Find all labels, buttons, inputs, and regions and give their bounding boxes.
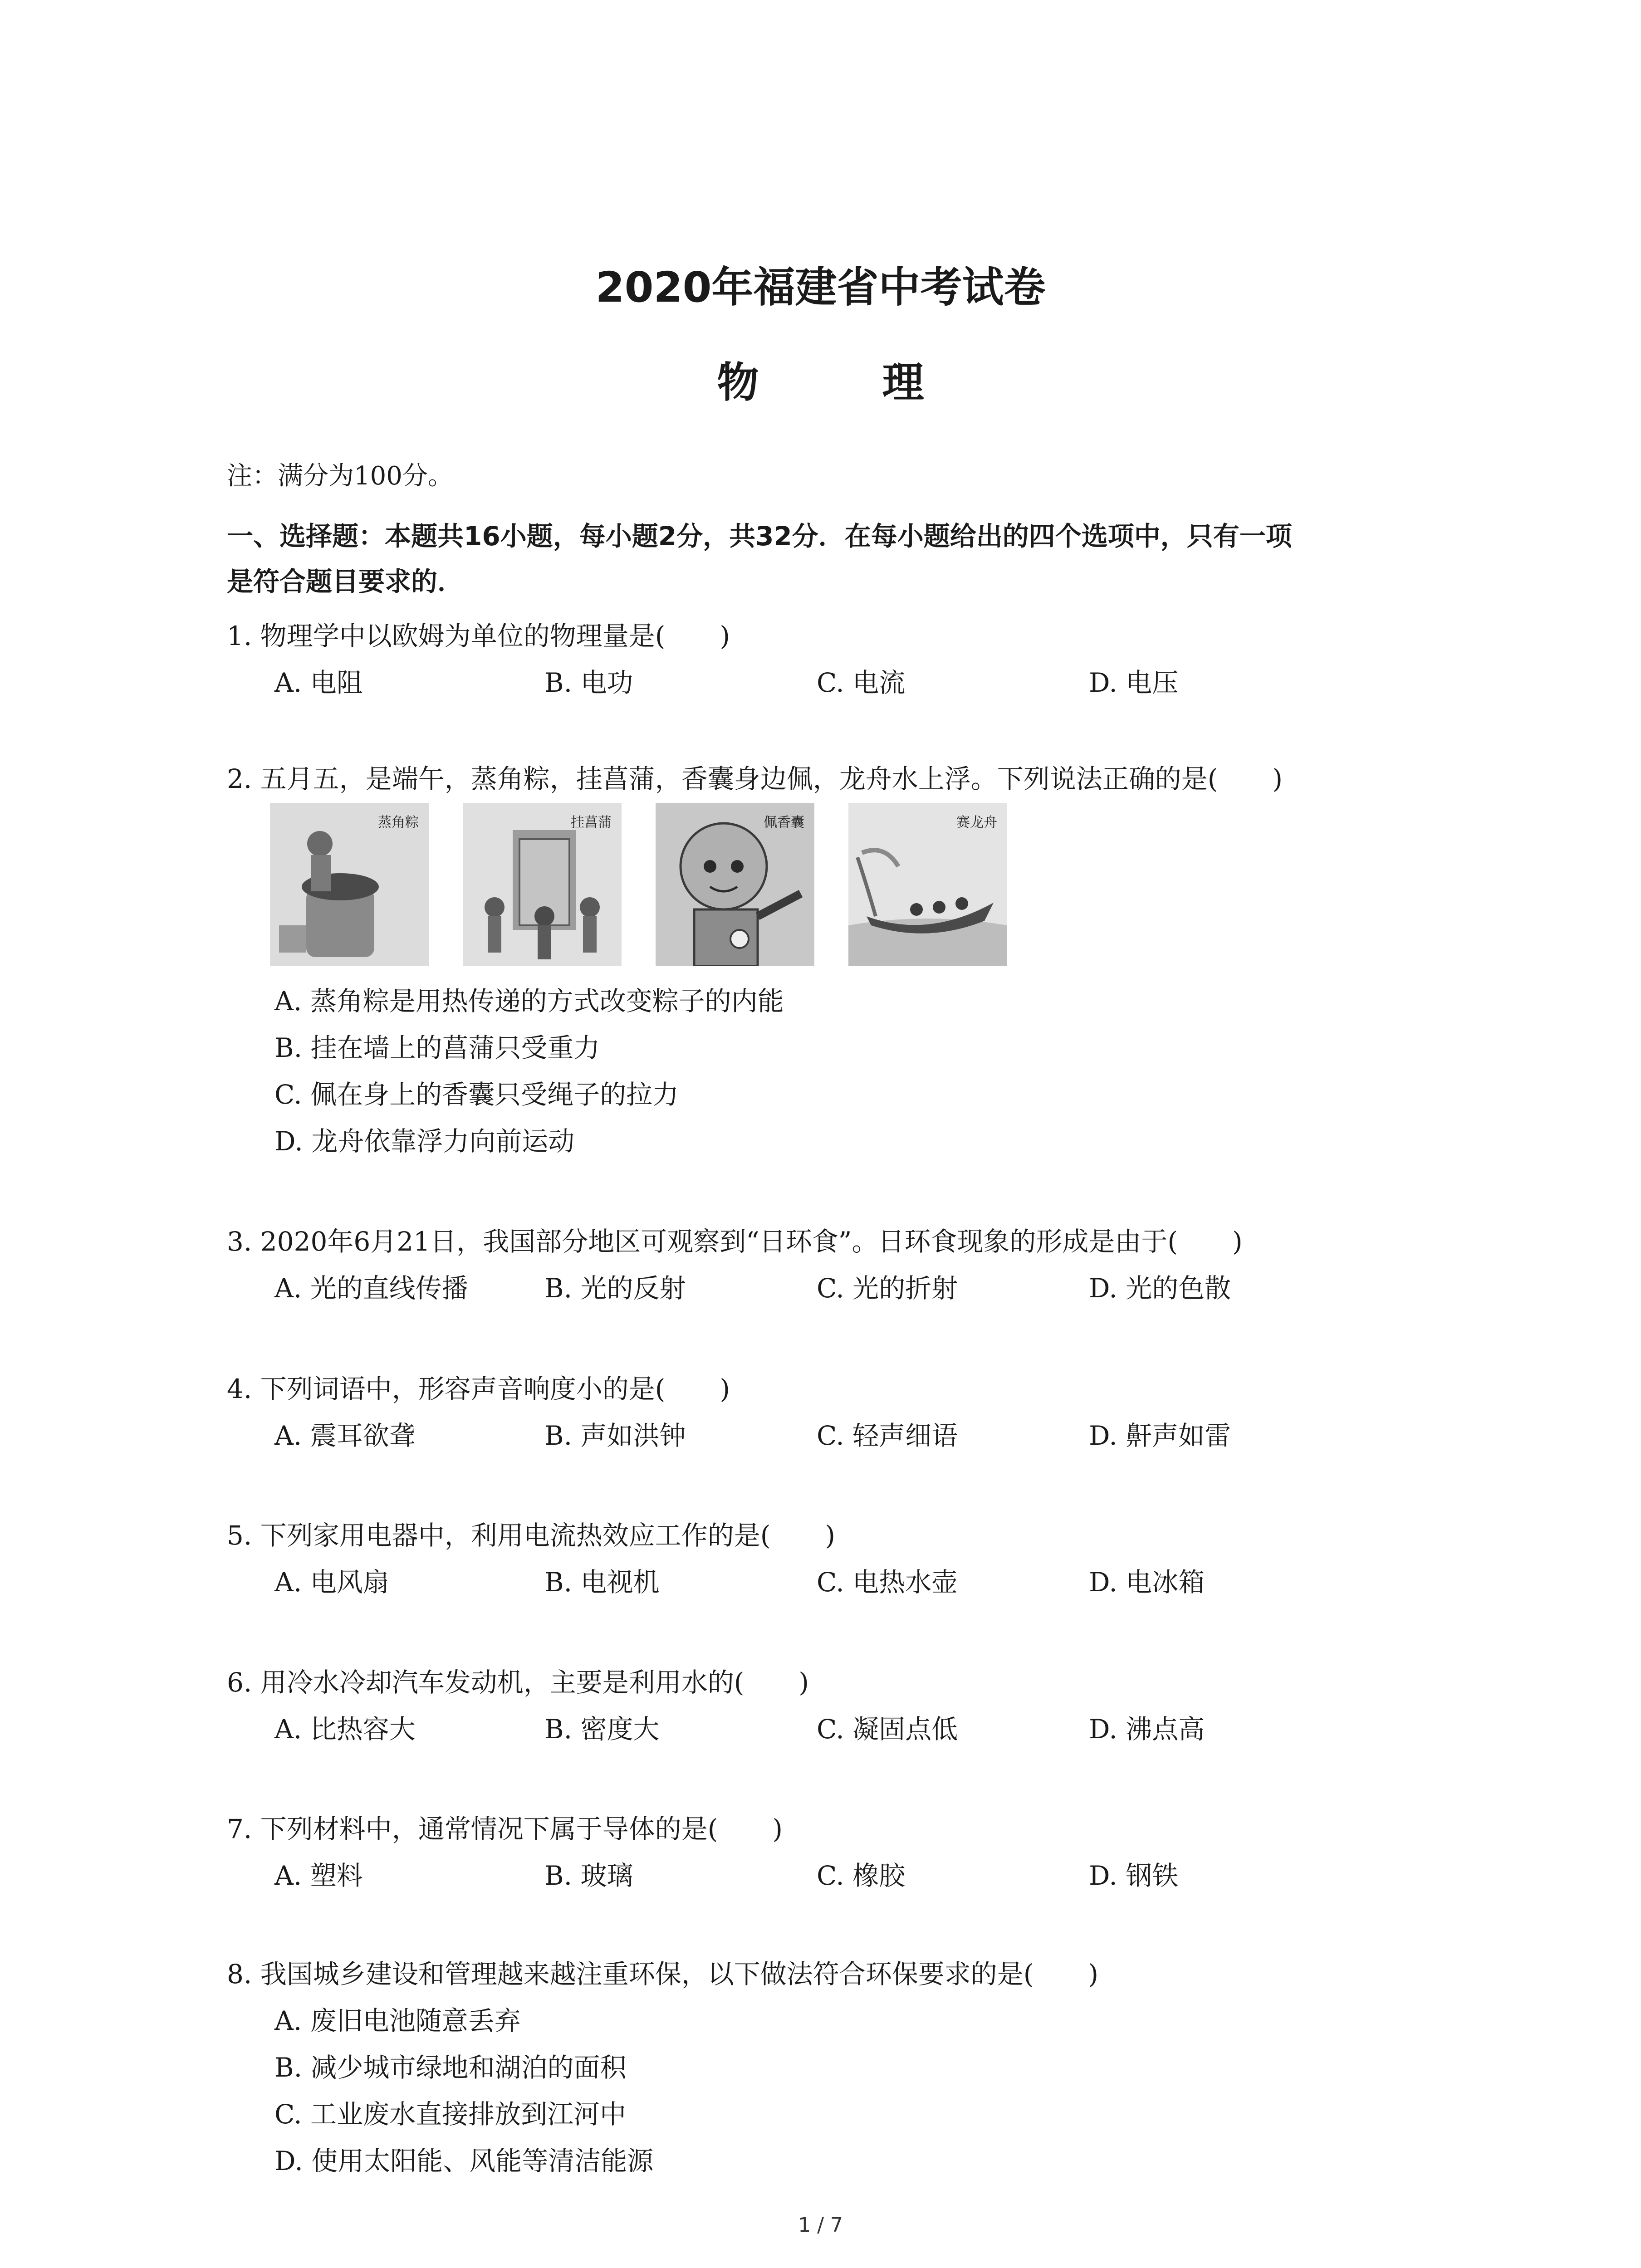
option-a[interactable]: A. 电阻 [274,667,363,698]
option-c[interactable]: C. 光的折射 [817,1273,958,1304]
question-6: 6. 用冷水冷却汽车发动机，主要是利用水的( ) [227,1667,809,1698]
question-stem: 4. 下列词语中，形容声音响度小的是( [227,1374,666,1404]
option-b[interactable]: B. 玻璃 [544,1860,633,1891]
image-steaming-zongzi [270,803,429,966]
option-c[interactable]: C. 电热水壶 [817,1567,958,1598]
option-d[interactable]: D. 光的色散 [1089,1273,1231,1304]
page-title: 2020年福建省中考试卷 [595,263,1046,312]
image-caption: 挂菖蒲 [571,815,612,831]
page-number: 1 / 7 [798,2214,843,2237]
question-8: 8. 我国城乡建设和管理越来越注重环保，以下做法符合环保要求的是( ) [227,1959,1099,1989]
option-c[interactable]: C. 佩在身上的香囊只受绳子的拉力 [274,1079,679,1110]
option-a[interactable]: A. 蒸角粽是用热传递的方式改变粽子的内能 [274,986,784,1017]
subject-title: 物 理 [717,358,979,407]
question-7: 7. 下列材料中，通常情况下属于导体的是( ) [227,1813,783,1844]
option-b[interactable]: B. 电视机 [544,1567,660,1598]
image-wearing-sachet [656,803,814,966]
question-3: 3. 2020年6月21日，我国部分地区可观察到“日环食”。日环食现象的形成是由于( ) [227,1226,1243,1257]
option-b[interactable]: B. 密度大 [544,1714,660,1745]
option-b[interactable]: B. 光的反射 [544,1273,686,1304]
option-c[interactable]: C. 电流 [817,667,906,698]
option-a[interactable]: A. 废旧电池随意丢弃 [274,2005,521,2036]
question-stem: 7. 下列材料中，通常情况下属于导体的是( [227,1813,718,1844]
option-d[interactable]: D. 沸点高 [1089,1714,1205,1745]
option-a[interactable]: A. 塑料 [274,1860,363,1891]
option-d[interactable]: D. 钢铁 [1089,1860,1179,1891]
option-d[interactable]: D. 电压 [1089,667,1179,698]
dragon-boat-festival-images [270,803,1019,966]
section-heading-line1: 一、选择题：本题共16小题，每小题2分，共32分．在每小题给出的四个选项中，只有一项 [227,521,1292,552]
option-a[interactable]: A. 震耳欲聋 [274,1420,416,1451]
question-stem: 2. 五月五，是端午，蒸角粽，挂菖蒲，香囊身边佩，龙舟水上浮。下列说法正确的是( [227,763,1218,794]
question-5: 5. 下列家用电器中，利用电流热效应工作的是( ) [227,1520,836,1551]
option-b[interactable]: B. 电功 [544,667,633,698]
question-4: 4. 下列词语中，形容声音响度小的是( ) [227,1374,730,1404]
option-d[interactable]: D. 鼾声如雷 [1089,1420,1231,1451]
option-a[interactable]: A. 电风扇 [274,1567,389,1598]
question-stem: 6. 用冷水冷却汽车发动机，主要是利用水的( [227,1667,745,1698]
score-note: 注：满分为100分。 [227,461,453,491]
question-stem: 5. 下列家用电器中，利用电流热效应工作的是( [227,1520,771,1551]
question-1: 1. 物理学中以欧姆为单位的物理量是( ) [227,621,730,651]
option-b[interactable]: B. 减少城市绿地和湖泊的面积 [274,2052,627,2083]
image-caption: 佩香囊 [764,815,804,831]
image-caption: 蒸角粽 [378,815,419,831]
option-b[interactable]: B. 声如洪钟 [544,1420,686,1451]
image-caption: 赛龙舟 [956,815,997,831]
option-c[interactable]: C. 轻声细语 [817,1420,958,1451]
option-d[interactable]: D. 使用太阳能、风能等清洁能源 [274,2146,654,2176]
question-stem: 8. 我国城乡建设和管理越来越注重环保，以下做法符合环保要求的是( [227,1959,1034,1989]
option-d[interactable]: D. 龙舟依靠浮力向前运动 [274,1126,575,1157]
section-heading-line2: 是符合题目要求的． [227,566,464,597]
option-c[interactable]: C. 工业废水直接排放到江河中 [274,2099,627,2130]
image-hanging-calamus [463,803,622,966]
option-d[interactable]: D. 电冰箱 [1089,1567,1205,1598]
question-stem: 3. 2020年6月21日，我国部分地区可观察到“日环食”。日环食现象的形成是由于( [227,1226,1178,1257]
option-c[interactable]: C. 橡胶 [817,1860,906,1891]
question-stem: 1. 物理学中以欧姆为单位的物理量是( [227,621,666,651]
option-a[interactable]: A. 比热容大 [274,1714,416,1745]
image-dragon-boat-race [848,803,1007,966]
option-a[interactable]: A. 光的直线传播 [274,1273,468,1304]
question-2: 2. 五月五，是端午，蒸角粽，挂菖蒲，香囊身边佩，龙舟水上浮。下列说法正确的是( ) [227,763,1283,794]
option-c[interactable]: C. 凝固点低 [817,1714,958,1745]
option-b[interactable]: B. 挂在墙上的菖蒲只受重力 [274,1032,600,1063]
